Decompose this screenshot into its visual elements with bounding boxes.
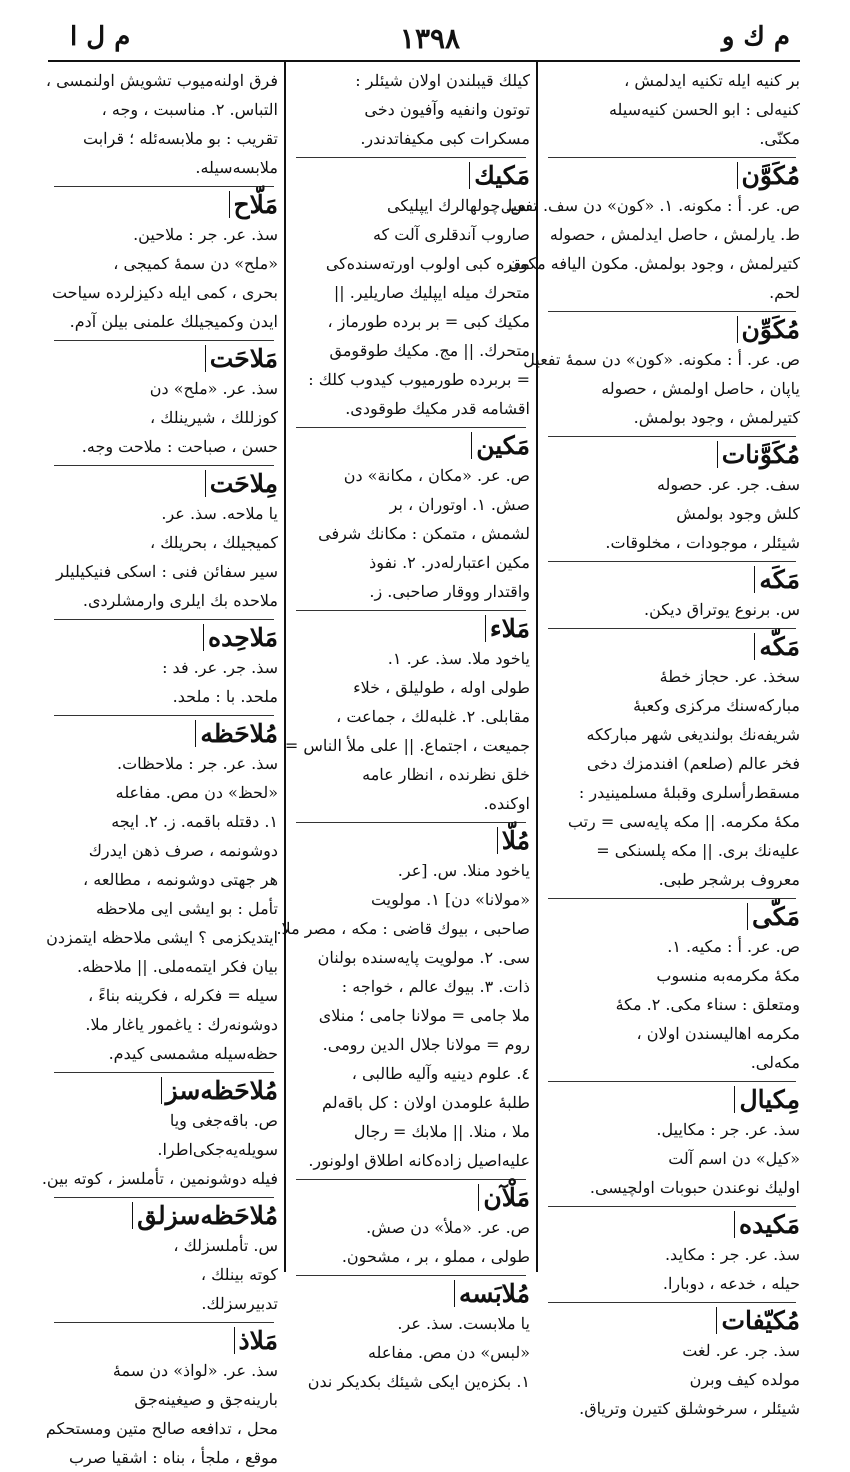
entry-text-line: كميجيلك ، بحريلك ، (149, 533, 278, 552)
entry-headword: مَكّى (747, 903, 800, 930)
dictionary-entry (284, 614, 530, 818)
entry-text-line: ص. باقه‌جغى ويا (169, 1111, 278, 1130)
entry-text-line: كتيرلمش ، وجود بولمش. (633, 408, 800, 427)
entry-text-line: عليه‌اصيل زاده‌كانه اطلاق اولونور. (308, 1151, 530, 1170)
entry-text-line: سذ. جر. عر. لغت (682, 1341, 800, 1360)
header-rule (48, 60, 800, 62)
entry-separator (54, 1072, 274, 1073)
entry-text-line: ملحد. با : ملحد. (172, 687, 278, 706)
header-left-guide: م ل ا (70, 22, 131, 52)
entry-text-line: شيئلر ، موجودات ، مخلوقات. (605, 533, 800, 552)
dictionary-entry (50, 470, 278, 615)
entry-text-line: ٤. علوم دينيه وآليه طالبى ، (351, 1064, 530, 1083)
entry-text-line: جميعت ، اجتماع. || على ملأ الناس = (284, 736, 530, 755)
dictionary-entry (544, 633, 800, 894)
entry-text-line: صش. ١. اوتوران ، بر (389, 495, 530, 514)
entry-text-line: مكهٔ مكرمه‌به منسوب (656, 966, 800, 985)
entry-text-line: مقره كبى اولوب اورته‌سنده‌كى (325, 254, 530, 273)
entry-text-line: ط. يارلمش ، حاصل ايدلمش ، حصوله (549, 225, 800, 244)
entry-separator (54, 619, 274, 620)
column-middle (276, 66, 530, 1391)
entry-text-line: ياخود ملا. سذ. عر. ١. (387, 649, 530, 668)
entry-text-line: سذ. عر. جر : ملاحين. (133, 225, 278, 244)
page-number: ١٣٩٨ (399, 22, 461, 55)
entry-text-line: حيله ، خدعه ، دوبارا. (662, 1274, 800, 1293)
entry-text-line: = بربرده طورميوب كيدوب كلك : (308, 370, 530, 389)
entry-text-line: اوكنده. (483, 794, 530, 813)
entry-text-line: لشمش ، متمكن : مكانك شرفى (318, 524, 530, 543)
entry-text-line: لحم. (769, 283, 800, 302)
entry-text-line: شيئلر ، سرخوشلق كتيرن وترياق. (579, 1399, 800, 1418)
entry-separator (548, 1081, 796, 1082)
entry-text-line: فيله دوشونمين ، تأملسز ، كوته بين. (41, 1169, 278, 1188)
entry-text-line: متحرك ميله ايپليك صاريلير. || (333, 283, 530, 302)
entry-text-line: معروف برشجر طبى. (658, 870, 800, 889)
entry-text-line: فخر عالم (صلعم) افندمزك دخى (586, 754, 800, 773)
entry-text-line: ملاحده بك ايلرى وارمشلردى. (82, 591, 278, 610)
entry-text-line: دوشونمه ، صرف ذهن ايدرك (88, 841, 278, 860)
entry-text-line: «ملح» دن سمهٔ كميجى ، (113, 254, 278, 273)
entry-separator (548, 157, 796, 158)
entry-text-line: كتيرلمش ، وجود بولمش. مكون اليافه مكون (508, 254, 800, 273)
entry-separator (548, 1206, 796, 1207)
entry-separator (548, 436, 796, 437)
entry-separator (296, 1179, 526, 1180)
entry-text-line: سذ. عر. جر : مكاييل. (656, 1120, 800, 1139)
entry-text-line: ملابسه‌سيله. (195, 158, 278, 177)
entry-text-line: مكنّى. (759, 129, 800, 148)
entry-text-line: صاروب آندقلرى آلت كه (372, 225, 530, 244)
entry-text-line: ص. عر. أ : مكيه. ١. (667, 937, 800, 956)
entry-separator (54, 1197, 274, 1198)
entry-text-line: شريفه‌نك بولنديغى شهر مبارككه (586, 725, 800, 744)
entry-text-line: سخذ. عر. حجاز خطهٔ (659, 667, 800, 686)
dictionary-entry (50, 191, 278, 336)
entry-headword: مُلاحَظه‌سز (161, 1077, 278, 1104)
entry-text-line: تقريب : بو ملابسه‌ئله ؛ قرابت (83, 129, 278, 148)
entry-text-line: روم = مولانا جلال الدين رومى. (322, 1035, 530, 1054)
dictionary-entry (292, 66, 530, 153)
entry-text-line: س. چولهالرك ايپليكى (387, 196, 530, 215)
entry-text-line: ص. عر. أ : مكونه. ١. «كون» دن سف. تفعيل (500, 196, 800, 215)
entry-separator (296, 1275, 526, 1276)
dictionary-entry (50, 1202, 278, 1318)
entry-separator (54, 715, 274, 716)
entry-text-line: بر كنيه ايله تكنيه ايدلمش ، (624, 71, 800, 90)
dictionary-entry (45, 1326, 278, 1472)
entry-separator (296, 822, 526, 823)
dictionary-entry (292, 432, 530, 606)
dictionary-entry (544, 903, 800, 1077)
entry-text-line: سى. ٢. مولويت پايه‌سنده بولنان (317, 948, 530, 967)
entry-text-line: «كيل» دن اسم آلت (668, 1149, 800, 1168)
entry-text-line: اوليك نوعندن حبوبات اولچيسى. (589, 1178, 800, 1197)
entry-text-line: واقتدار ووقار صاحبى. ز. (369, 582, 530, 601)
dictionary-entry (544, 1307, 800, 1423)
dictionary-entry (292, 1184, 530, 1271)
entry-separator (548, 628, 796, 629)
dictionary-entry (50, 624, 278, 711)
entry-text-line: دوشونه‌رك : ياغمور ياغار ملا. (85, 1015, 278, 1034)
entry-text-line: تأمل : بو ايشى ايى ملاحظه (95, 899, 278, 918)
column-divider (284, 62, 286, 1272)
entry-headword: مَلاحِده (203, 624, 278, 651)
entry-text-line: يا ملابست. سذ. عر. (397, 1314, 530, 1333)
entry-text-line: صاحبى ، بيوك قاضى : مكه ، مصر ملا. (276, 919, 530, 938)
entry-separator (548, 561, 796, 562)
entry-text-line: اقشامه قدر مكيك طوقودى. (345, 399, 530, 418)
entry-text-line: سير سفائن فنى : اسكى فنيكيليلر (56, 562, 278, 581)
entry-text-line: ملا ، منلا. || ملابك = رجال (353, 1122, 530, 1141)
entry-text-line: محل ، تدافعه صالح متين ومستحكم (45, 1419, 278, 1438)
column-left (41, 66, 278, 1467)
entry-text-line: ذات. ٣. بيوك عالم ، خواجه : (341, 977, 530, 996)
entry-text-line: كلش وجود بولمش (676, 504, 800, 523)
entry-text-line: س. برنوع يوتراق ديكن. (644, 600, 800, 619)
dictionary-entry (544, 441, 800, 557)
entry-text-line: «مولانا» دن] ١. مولويت (370, 890, 530, 909)
entry-text-line: عليه‌نك برى. || مكه پلسنكى = (596, 841, 800, 860)
entry-text-line: حظه‌سيله مشمسى كيدم. (108, 1044, 278, 1063)
dictionary-entry (544, 66, 800, 153)
entry-text-line: تدبيرسزلك. (201, 1294, 278, 1313)
entry-text-line: هر جهتى دوشونمه ، مطالعه ، (83, 870, 278, 889)
entry-text-line: ص. عر. أ : مكونه. «كون» دن سمهٔ تفعيل (523, 350, 800, 369)
entry-text-line: ايدن وكميجيلك علمنى بيلن آدم. (69, 312, 278, 331)
entry-text-line: سويله‌يه‌جكى‌اطرا. (157, 1140, 278, 1159)
entry-text-line: سذ. عر. جر : مكايد. (664, 1245, 800, 1264)
entry-text-line: مولده كيف وبرن (689, 1370, 800, 1389)
entry-text-line: التباس. ٢. مناسبت ، وجه ، (101, 100, 278, 119)
entry-text-line: «لحظ» دن مص. مفاعله (115, 783, 278, 802)
entry-headword: مَكيده (734, 1211, 800, 1238)
entry-headword: مَلاحَت (205, 345, 278, 372)
entry-text-line: خلق نظرنده ، انظار عامه (362, 765, 530, 784)
entry-headword: مُكيّفات (716, 1307, 800, 1334)
entry-separator (54, 186, 274, 187)
header-right-guide: م ك و (721, 22, 790, 52)
entry-separator (548, 898, 796, 899)
dictionary-entry (50, 345, 278, 461)
entry-text-line: ياخود منلا. س. [عر. (397, 861, 530, 880)
entry-text-line: طلبهٔ علومدن اولان : كل باقه‌لم (322, 1093, 530, 1112)
entry-headword: مَلاذ (234, 1327, 278, 1354)
entry-headword: مِكيال (734, 1086, 800, 1113)
entry-text-line: سذ. عر. «ملح» دن (149, 379, 278, 398)
entry-text-line: كوته بينلك ، (200, 1265, 278, 1284)
entry-headword: مَلْآن (478, 1184, 530, 1211)
entry-text-line: بارينه‌جق و صيغينه‌جق (134, 1390, 278, 1409)
page-header (60, 22, 800, 62)
entry-text-line: موقع ، ملجأ ، بناه : اشقيا صرب (68, 1448, 278, 1467)
dictionary-entry (276, 826, 530, 1175)
entry-text-line: ١. دقتله باقمه. ز. ٢. ايجه (111, 812, 278, 831)
column-divider (536, 62, 538, 1272)
dictionary-entry (41, 1076, 278, 1193)
entry-text-line: فرق اولنه‌ميوب تشويش اولنمسى ، (45, 71, 278, 90)
entry-text-line: مكين اعتبارله‌در. ٢. نفوذ (369, 553, 530, 572)
entry-text-line: ١. بكزه‌ين ايكى شيئك بكديكر ندن (307, 1372, 530, 1391)
entry-headword: مِلاحَت (205, 470, 278, 497)
dictionary-entry (544, 1211, 800, 1298)
entry-text-line: مكرمه اهاليسندن اولان ، (636, 1024, 800, 1043)
entry-text-line: ص. عر. «ملأ» دن صش. (366, 1218, 530, 1237)
entry-text-line: كنيه‌لى : ابو الحسن كنيه‌سيله (608, 100, 800, 119)
entry-text-line: مكه‌لى. (750, 1053, 800, 1072)
entry-headword: مُلاحَظه (195, 720, 278, 747)
dictionary-entry (46, 719, 278, 1068)
entry-text-line: سذ. جر. عر. فد : (162, 658, 278, 677)
entry-text-line: ومتعلق : سناء مكى. ٢. مكهٔ (615, 995, 800, 1014)
dictionary-entry (45, 66, 278, 182)
entry-headword: مَكيك (469, 162, 530, 189)
dictionary-entry (544, 566, 800, 624)
entry-headword: مُكَوَّنات (717, 441, 800, 468)
entry-text-line: مسكرات كبى مكيفاتدندر. (360, 129, 530, 148)
entry-separator (54, 465, 274, 466)
entry-text-line: طولى ، مملو ، بر ، مشحون. (341, 1247, 530, 1266)
entry-text-line: سيله = فكرله ، فكرينه بناءً ، (88, 986, 278, 1005)
entry-text-line: متحرك. || مج. مكيك طوقومق (329, 341, 530, 360)
dictionary-entry (292, 162, 530, 423)
entry-text-line: بيان فكر ايتمه‌ملى. || ملاحظه. (77, 957, 278, 976)
entry-text-line: يا ملاحه. سذ. عر. (161, 504, 278, 523)
entry-headword: مُلّا (497, 827, 530, 854)
entry-text-line: مكيك كبى = بر برده طورماز ، (327, 312, 530, 331)
entry-text-line: ايتديكزمى ؟ ايشى ملاحظه ايتمزدن (46, 928, 278, 947)
entry-separator (548, 1302, 796, 1303)
entry-headword: مَكين (471, 432, 530, 459)
entry-separator (296, 157, 526, 158)
entry-text-line: ياپان ، حاصل اولمش ، حصوله (601, 379, 800, 398)
entry-text-line: مقابلى. ٢. غلبه‌لك ، جماعت ، (336, 707, 530, 726)
entry-separator (54, 340, 274, 341)
entry-text-line: سف. جر. عر. حصوله (656, 475, 800, 494)
entry-text-line: كوزللك ، شيرينلك ، (150, 408, 278, 427)
entry-text-line: مباركه‌سنك مركزى وكعبهٔ (633, 696, 800, 715)
entry-separator (296, 610, 526, 611)
entry-text-line: ص. عر. «مكان ، مكانة» دن (343, 466, 530, 485)
entry-text-line: حسن ، صباحت : ملاحت وجه. (81, 437, 278, 456)
entry-headword: مَكَه (754, 566, 800, 593)
entry-text-line: طولى اوله ، طوليلق ، خلاء (353, 678, 530, 697)
entry-separator (548, 311, 796, 312)
entry-headword: مُكَوَّن (737, 162, 800, 189)
entry-headword: مُلاحَظه‌سزلق (132, 1202, 278, 1229)
entry-headword: مُلابَسه (454, 1280, 530, 1307)
entry-headword: مَكّه (754, 633, 800, 660)
entry-text-line: كيلك قيبلندن اولان شيئلر : (355, 71, 530, 90)
entry-text-line: مكهٔ مكرمه. || مكه پايه‌سى = رتب (567, 812, 800, 831)
dictionary-entry (292, 1280, 530, 1396)
entry-text-line: مسقط‌رأسلرى وقبلهٔ مسلمينيدر : (578, 783, 800, 802)
entry-text-line: بحرى ، كمى ايله دكيزلرده سياحت (51, 283, 278, 302)
entry-text-line: «لبس» دن مص. مفاعله (367, 1343, 530, 1362)
dictionary-entry (544, 1086, 800, 1202)
entry-separator (54, 1322, 274, 1323)
entry-separator (296, 427, 526, 428)
entry-headword: مَلّاح (229, 191, 278, 218)
entry-headword: مُكَوِّن (737, 316, 800, 343)
entry-text-line: توتون وانفيه وآفيون دخى (364, 100, 530, 119)
dictionary-entry (523, 315, 800, 432)
entry-text-line: س. تأملسزلك ، (173, 1236, 278, 1255)
entry-text-line: سذ. عر. «لواذ» دن سمهٔ (112, 1361, 278, 1380)
entry-text-line: سذ. عر. جر : ملاحظات. (117, 754, 278, 773)
entry-headword: مَلاء (485, 615, 530, 642)
entry-text-line: ملا جامى = مولانا جامى ؛ منلاى (318, 1006, 530, 1025)
